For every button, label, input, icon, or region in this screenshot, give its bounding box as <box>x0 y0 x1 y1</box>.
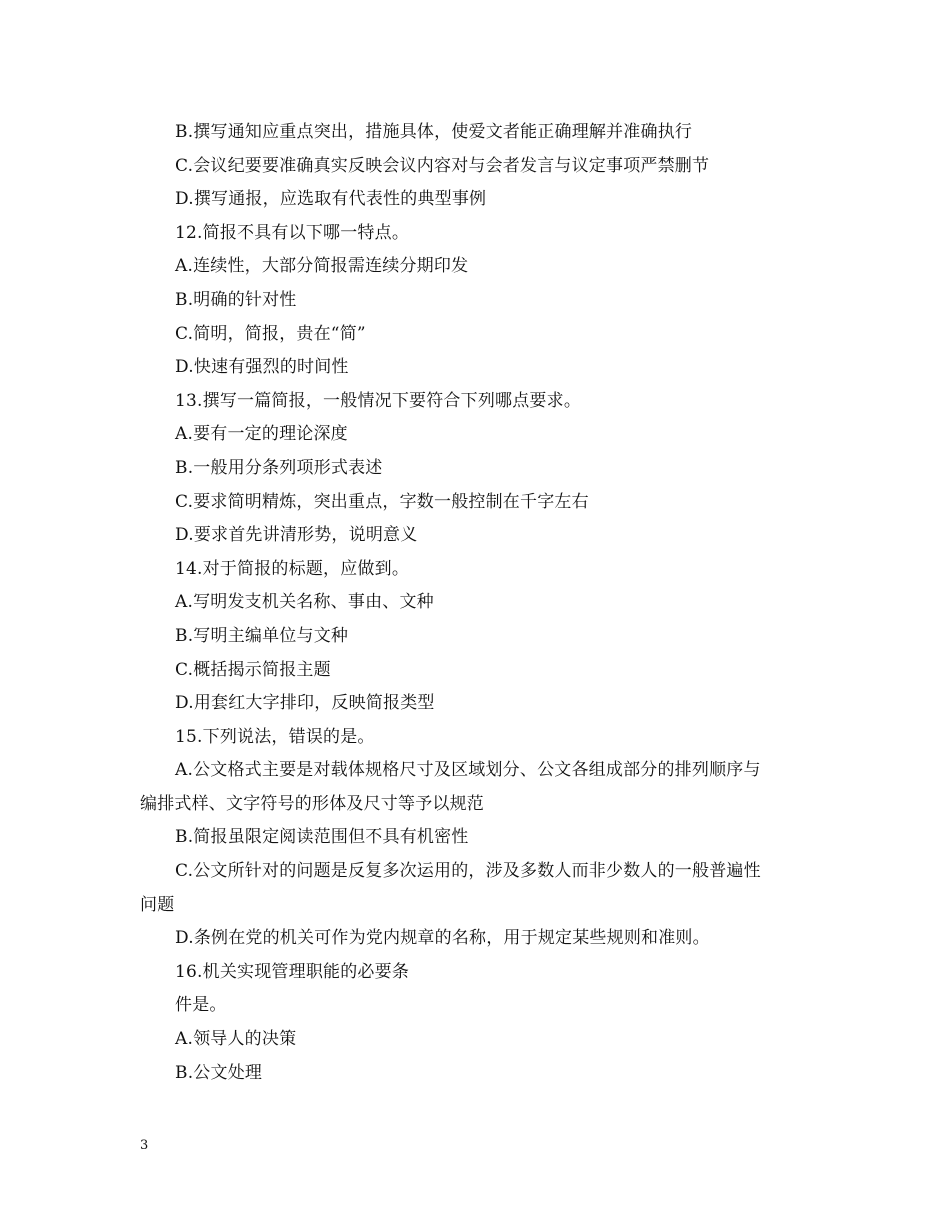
option-a: A.写明发支机关名称、事由、文种 <box>175 592 434 613</box>
option-b: B.公文处理 <box>175 1062 263 1083</box>
question-16-continued: 件是。 <box>175 995 227 1016</box>
text-line: C.会议纪要要准确真实反映会议内容对与会者发言与议定事项严禁删节 <box>175 155 710 176</box>
option-a: A.要有一定的理论深度 <box>175 424 348 445</box>
question-13: 13.撰写一篇简报，一般情况下要符合下列哪点要求。 <box>175 390 582 411</box>
option-d: D.要求首先讲清形势，说明意义 <box>175 525 418 546</box>
option-b: B.写明主编单位与文种 <box>175 625 349 646</box>
option-b: B.一般用分条列项形式表述 <box>175 457 383 478</box>
option-c: C.概括揭示简报主题 <box>175 659 331 680</box>
text-line: B.撰写通知应重点突出，措施具体，使爱文者能正确理解并准确执行 <box>175 122 693 142</box>
option-a: A.公文格式主要是对载体规格尺寸及区域划分、公文各组成部分的排列顺序与 <box>175 760 761 781</box>
option-a-continued: 编排式样、文字符号的形体及尺寸等予以规范 <box>140 793 484 814</box>
question-16: 16.机关实现管理职能的必要条 <box>175 961 410 982</box>
option-d: D.用套红大字排印，反映简报类型 <box>175 693 435 714</box>
document-body <box>140 116 820 1090</box>
option-d: D.快速有强烈的时间性 <box>175 357 349 378</box>
question-15: 15.下列说法，错误的是。 <box>175 726 375 747</box>
option-b: B.明确的针对性 <box>175 289 297 310</box>
option-c-continued: 问题 <box>140 894 175 915</box>
option-c: C.简明，简报，贵在“简” <box>175 323 366 344</box>
option-c: C.要求简明精炼，突出重点，字数一般控制在千字左右 <box>175 491 589 512</box>
text-line: D.撰写通报，应选取有代表性的典型事例 <box>175 189 487 210</box>
option-d: D.条例在党的机关可作为党内规章的名称，用于规定某些规则和准则。 <box>175 928 710 949</box>
option-c: C.公文所针对的问题是反复多次运用的，涉及多数人而非少数人的一般普遍性 <box>175 861 761 882</box>
option-b: B.简报虽限定阅读范围但不具有机密性 <box>175 827 469 848</box>
option-a: A.连续性，大部分简报需连续分期印发 <box>175 256 469 277</box>
question-12: 12.简报不具有以下哪一特点。 <box>175 222 410 243</box>
question-14: 14.对于简报的标题，应做到。 <box>175 558 410 579</box>
page-number: 3 <box>140 1138 149 1153</box>
option-a: A.领导人的决策 <box>175 1029 297 1050</box>
